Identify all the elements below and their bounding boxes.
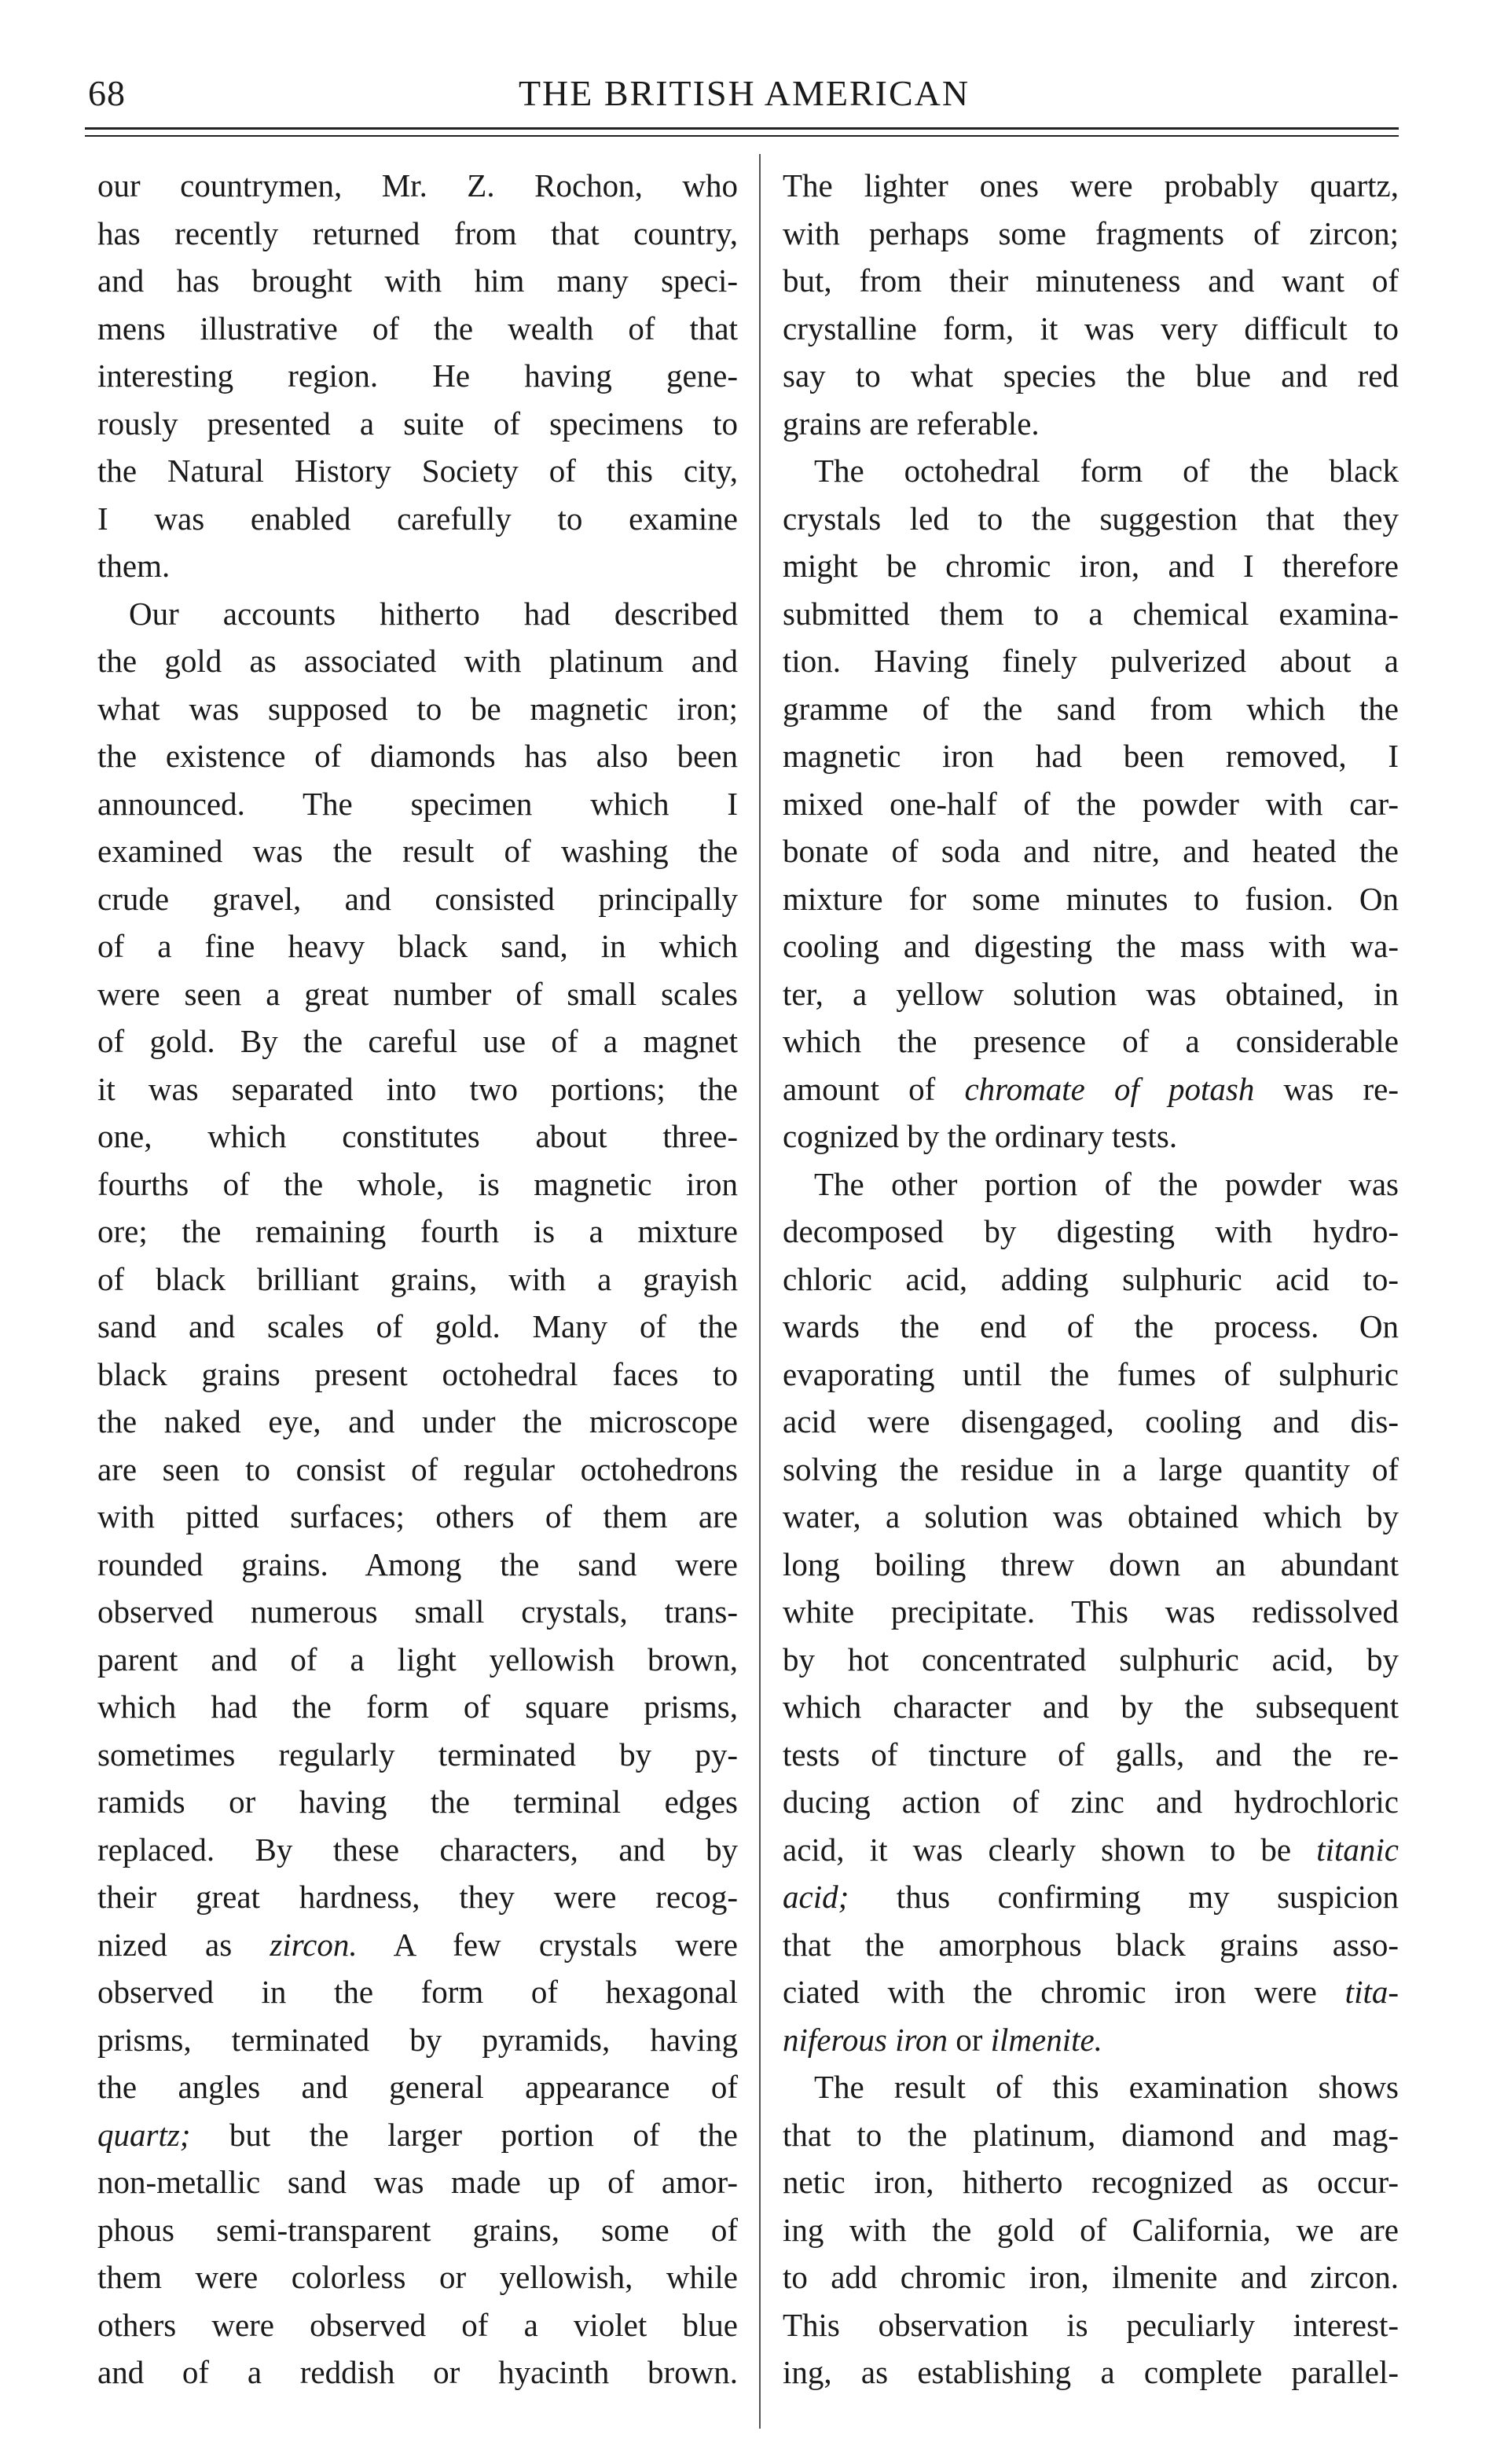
text-line: of gold. By the careful use of a magnet [97,1023,738,1059]
text-line: black grains present octohedral faces to [97,1355,738,1392]
text-line: amount of chromate of potash was re- [783,1070,1399,1107]
text-line: the gold as associated with platinum and [97,643,738,679]
text-line: prisms, terminated by pyramids, having [97,2021,738,2058]
text-line: nized as zircon. A few crystals were [97,1926,738,1963]
text-line: gramme of the sand from which the [783,690,1399,727]
text-line: evaporating until the fumes of sulphuric [783,1355,1399,1392]
text-line: acid, it was clearly shown to be titanic [783,1831,1399,1868]
text-line: but, from their minuteness and want of [783,262,1399,299]
italic-term: niferous iron [783,2021,948,2058]
italic-term: ilmenite. [990,2021,1102,2058]
text-line: with perhaps some fragments of zircon; [783,214,1399,251]
text-line: and has brought with him many speci- [97,262,738,299]
page-number: 68 [88,73,126,113]
text-line: phous semi-transparent grains, some of [97,2211,738,2248]
text-line: which character and by the subsequent [783,1688,1399,1725]
text-line: might be chromic iron, and I therefore [783,548,1399,584]
text-line: ing, as establishing a complete parallel- [783,2354,1399,2390]
text-line: by hot concentrated sulphuric acid, by [783,1641,1399,1678]
text-line: examined was the result of washing the [97,833,738,869]
text-line: our countrymen, Mr. Z. Rochon, who [97,167,738,204]
text-line: has recently returned from that country, [97,214,738,251]
text-line: ore; the remaining fourth is a mixture [97,1213,738,1249]
text-line: the angles and general appearance of [97,2069,738,2105]
text-line: The other portion of the powder was [814,1165,1399,1202]
text-line: ciated with the chromic iron were tita- [783,1974,1399,2010]
text-line: that the amorphous black grains asso- [783,1926,1399,1963]
text-line: This observation is peculiarly interest- [783,2306,1399,2343]
text-line: one, which constitutes about three- [97,1118,738,1154]
text-line: ramids or having the terminal edges [97,1784,738,1820]
text-line: I was enabled carefully to examine [97,500,738,537]
text-line: ter, a yellow solution was obtained, in [783,975,1399,1012]
column-divider [759,154,761,2429]
italic-term: zircon. [270,1926,358,1963]
italic-term: chromate of potash [964,1070,1255,1107]
text-line: The result of this examination shows [814,2069,1399,2105]
text-line: sometimes regularly terminated by py- [97,1736,738,1773]
text-line: it was separated into two portions; the [97,1070,738,1107]
header-rule-bottom [85,135,1399,137]
text-line: quartz; but the larger portion of the [97,2116,738,2153]
text-line: tests of tincture of galls, and the re- [783,1736,1399,1773]
text-line: fourths of the whole, is magnetic iron [97,1165,738,1202]
text-line: of black brilliant grains, with a grayish [97,1260,738,1297]
text-line: rounded grains. Among the sand were [97,1546,738,1582]
text-line: long boiling threw down an abundant [783,1546,1399,1582]
text-line: say to what species the blue and red [783,358,1399,394]
page-header [79,72,1394,119]
text-line: mixture for some minutes to fusion. On [783,880,1399,917]
text-line: solving the residue in a large quantity of [783,1450,1399,1487]
text-line: crystals led to the suggestion that they [783,500,1399,537]
text-line: magnetic iron had been removed, I [783,738,1399,774]
text-line: them were colorless or yellowish, while [97,2259,738,2295]
running-head: THE BRITISH AMERICAN [518,73,970,113]
text-line: announced. The specimen which I [97,785,738,822]
text-line: with pitted surfaces; others of them are [97,1498,738,1534]
text-line: The octohedral form of the black [814,453,1399,489]
text-line: cognized by the ordinary tests. [783,1118,1178,1154]
text-line: mens illustrative of the wealth of that [97,310,738,346]
text-line: that to the platinum, diamond and mag- [783,2116,1399,2153]
right-column [783,162,1399,2396]
text-line: parent and of a light yellowish brown, [97,1641,738,1678]
text-line: which had the form of square prisms, [97,1688,738,1725]
italic-term: titanic [1316,1831,1399,1868]
text-line: and of a reddish or hyacinth brown. [97,2354,738,2390]
text-line: ing with the gold of California, we are [783,2211,1399,2248]
text-line: others were observed of a violet blue [97,2306,738,2343]
text-line: crude gravel, and consisted principally [97,880,738,917]
text-line: rously presented a suite of specimens to [97,405,738,442]
text-line: Our accounts hitherto had described [129,595,738,632]
text-line: non-metallic sand was made up of amor- [97,2164,738,2200]
text-line: niferous iron or ilmenite. [783,2021,1102,2058]
text-line: which the presence of a considerable [783,1023,1399,1059]
text-line: water, a solution was obtained which by [783,1498,1399,1534]
text-line: the Natural History Society of this city, [97,453,738,489]
left-column [97,162,738,2396]
text-line: ducing action of zinc and hydrochloric [783,1784,1399,1820]
text-line: the naked eye, and under the microscope [97,1403,738,1439]
text-line: the existence of diamonds has also been [97,738,738,774]
text-line: The lighter ones were probably quartz, [783,167,1399,204]
text-line: acid; thus confirming my suspicion [783,1879,1399,1915]
text-line: decomposed by digesting with hydro- [783,1213,1399,1249]
text-line: them. [97,548,171,584]
text-line: submitted them to a chemical examina- [783,595,1399,632]
text-line: were seen a great number of small scales [97,975,738,1012]
text-line: wards the end of the process. On [783,1308,1399,1344]
text-line: observed in the form of hexagonal [97,1974,738,2010]
italic-term: quartz; [97,2116,191,2153]
text-line: observed numerous small crystals, trans- [97,1593,738,1630]
text-line: acid were disengaged, cooling and dis- [783,1403,1399,1439]
text-line: chloric acid, adding sulphuric acid to- [783,1260,1399,1297]
text-line: mixed one-half of the powder with car- [783,785,1399,822]
text-line: cooling and digesting the mass with wa- [783,928,1399,964]
italic-term: tita- [1344,1974,1399,2010]
text-line: replaced. By these characters, and by [97,1831,738,1868]
text-line: tion. Having finely pulverized about a [783,643,1399,679]
text-line: bonate of soda and nitre, and heated the [783,833,1399,869]
text-line: sand and scales of gold. Many of the [97,1308,738,1344]
text-line: what was supposed to be magnetic iron; [97,690,738,727]
header-rule-top [85,127,1399,130]
text-line: netic iron, hitherto recognized as occur- [783,2164,1399,2200]
text-line: grains are referable. [783,405,1040,442]
italic-term: acid; [783,1879,849,1915]
text-line: their great hardness, they were recog- [97,1879,738,1915]
text-line: white precipitate. This was redissolved [783,1593,1399,1630]
text-line: interesting region. He having gene- [97,358,738,394]
text-line: crystalline form, it was very difficult to [783,310,1399,346]
text-line: of a fine heavy black sand, in which [97,928,738,964]
text-line: are seen to consist of regular octohedrons [97,1450,738,1487]
text-line: to add chromic iron, ilmenite and zircon. [783,2259,1399,2295]
